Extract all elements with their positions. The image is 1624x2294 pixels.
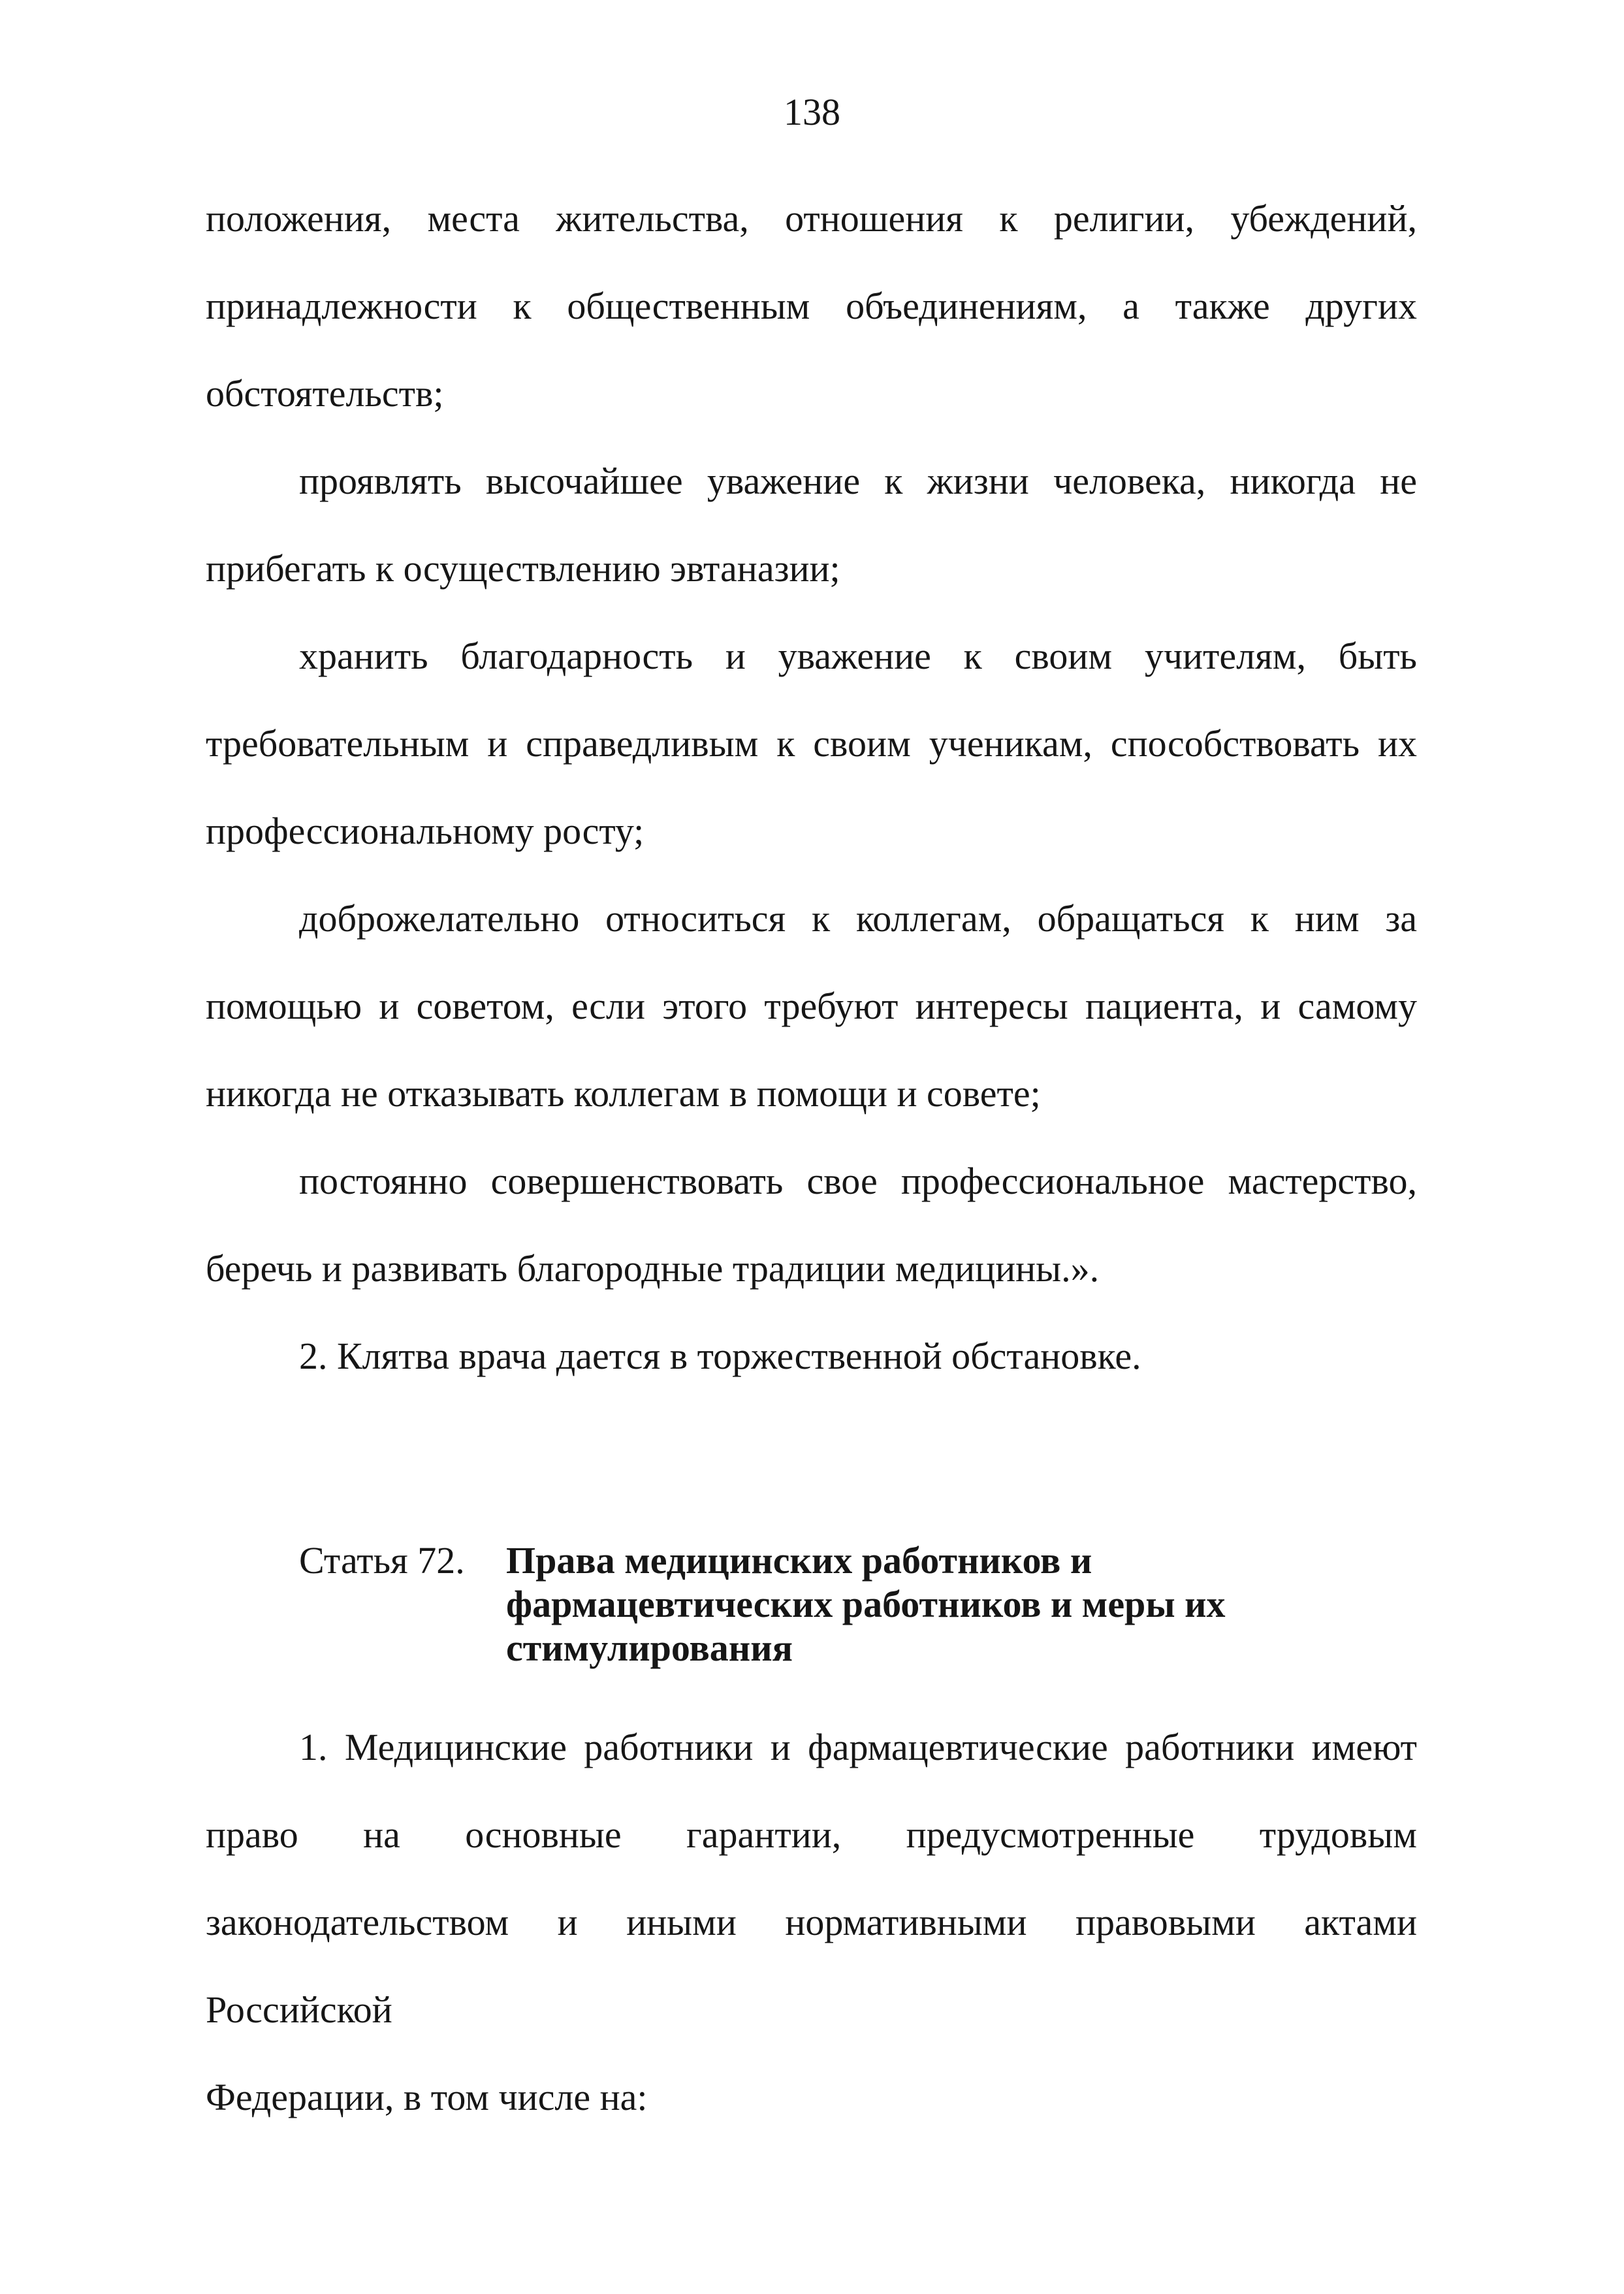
paragraph-collegiality: доброжелательно относиться к коллегам, обращаться к ним за помощью и советом, если этого требуют интересы пациента, и самому никогда не отказывать коллегам в помощи и совете; <box>206 897 1417 1115</box>
paragraph-professional-improvement: постоянно совершенствовать свое профессиональное мастерство, беречь и развивать благородные традиции медицины.». <box>206 1160 1417 1290</box>
paragraph-line: право на основные гарантии, предусмотренные трудовым <box>206 1813 1417 1856</box>
paragraph-line: Федерации, в том числе на: <box>206 2076 648 2118</box>
paragraph-rights-of-workers <box>206 1704 1417 2141</box>
document-body <box>206 175 1417 2141</box>
article-number: Статья 72. <box>299 1539 465 1582</box>
article-title: Права медицинских работников и фармацевтических работников и меры их стимулирования <box>506 1539 1226 1669</box>
paragraph-oath-ceremony: 2. Клятва врача дается в торжественной обстановке. <box>299 1335 1141 1377</box>
paragraph-respect-for-life: проявлять высочайшее уважение к жизни человека, никогда не прибегать к осуществлению эвтаназии; <box>206 460 1417 590</box>
paragraph-line: 1. Медицинские работники и фармацевтические работники имеют <box>299 1726 1417 1768</box>
paragraph-continued-list-item: положения, места жительства, отношения к религии, убеждений, принадлежности к общественным объединениям, а также других обстоятельств; <box>206 197 1417 415</box>
paragraph-gratitude-to-teachers: хранить благодарность и уважение к своим учителям, быть требовательным и справедливым к своим ученикам, способствовать их профессиональному росту; <box>206 635 1417 852</box>
page-number: 138 <box>784 91 840 133</box>
article-heading <box>299 1538 1417 1670</box>
paragraph-line: законодательством и иными нормативными правовыми актами Российской <box>206 1901 1417 2031</box>
